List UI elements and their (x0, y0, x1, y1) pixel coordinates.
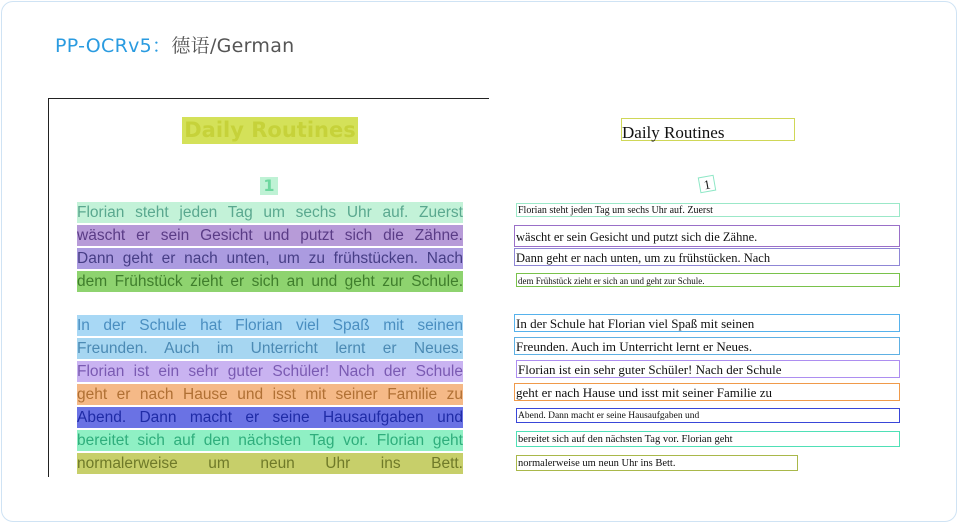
highlighted-line: dem Frühstück zieht er sich an und geht zur Schule. (77, 273, 463, 290)
recognized-line-box: Freunden. Auch im Unterricht lernt er Neues. (514, 337, 900, 355)
recognized-line-box: dem Frühstück zieht er sich an und geht zur Schule. (516, 273, 900, 287)
highlighted-line: Florian steht jeden Tag um sechs Uhr auf. Zuerst (77, 204, 463, 221)
highlighted-line: geht er nach Hause und isst mit seiner Familie zu (77, 386, 463, 403)
highlighted-line: wäscht er sein Gesicht und putzt sich die Zähne. (77, 227, 463, 244)
highlighted-line: bereitet sich auf den nächsten Tag vor. Florian geht (77, 432, 463, 449)
document-title-highlight: Daily Routines (182, 117, 358, 144)
highlighted-line: Freunden. Auch im Unterricht lernt er Neues. (77, 340, 463, 357)
highlighted-line: Florian ist ein sehr guter Schüler! Nach der Schule (77, 363, 463, 380)
recognized-line-box: wäscht er sein Gesicht und putzt sich die Zähne. (514, 225, 900, 247)
highlighted-line: Dann geht er nach unten, um zu frühstücken. Nach (77, 250, 463, 267)
recognized-line-box: Florian ist ein sehr guter Schüler! Nach der Schule (516, 360, 900, 378)
recognized-line-box: Abend. Dann macht er seine Hausaufgaben und (516, 408, 900, 423)
model-name: PP-OCRv5： (55, 35, 172, 57)
ocr-demo-card (1, 1, 957, 522)
ocr-result-panel (502, 102, 922, 482)
recognized-line-box: bereitet sich auf den nächsten Tag vor. Florian geht (516, 431, 900, 447)
recognized-line-box: Dann geht er nach unten, um zu frühstücken. Nach (514, 248, 900, 266)
recognized-page-number-box: 1 (698, 175, 717, 194)
recognized-line-box: In der Schule hat Florian viel Spaß mit seinen (514, 314, 900, 332)
page-number-highlight: 1 (260, 177, 278, 195)
recognized-title-box: Daily Routines (621, 118, 795, 141)
recognized-line-box: Florian steht jeden Tag um sechs Uhr auf. Zuerst (516, 203, 900, 217)
language-label: 德语/German (171, 35, 295, 57)
highlighted-line: normalerweise um neun Uhr ins Bett. (77, 455, 463, 472)
recognized-line-box: geht er nach Hause und isst mit seiner Familie zu (514, 383, 900, 401)
recognized-line-box: normalerweise um neun Uhr ins Bett. (516, 455, 798, 471)
input-image-panel (48, 98, 489, 477)
demo-heading (55, 31, 295, 58)
highlighted-line: In der Schule hat Florian viel Spaß mit seinen (77, 317, 463, 334)
highlighted-line: Abend. Dann macht er seine Hausaufgaben und (77, 409, 463, 426)
